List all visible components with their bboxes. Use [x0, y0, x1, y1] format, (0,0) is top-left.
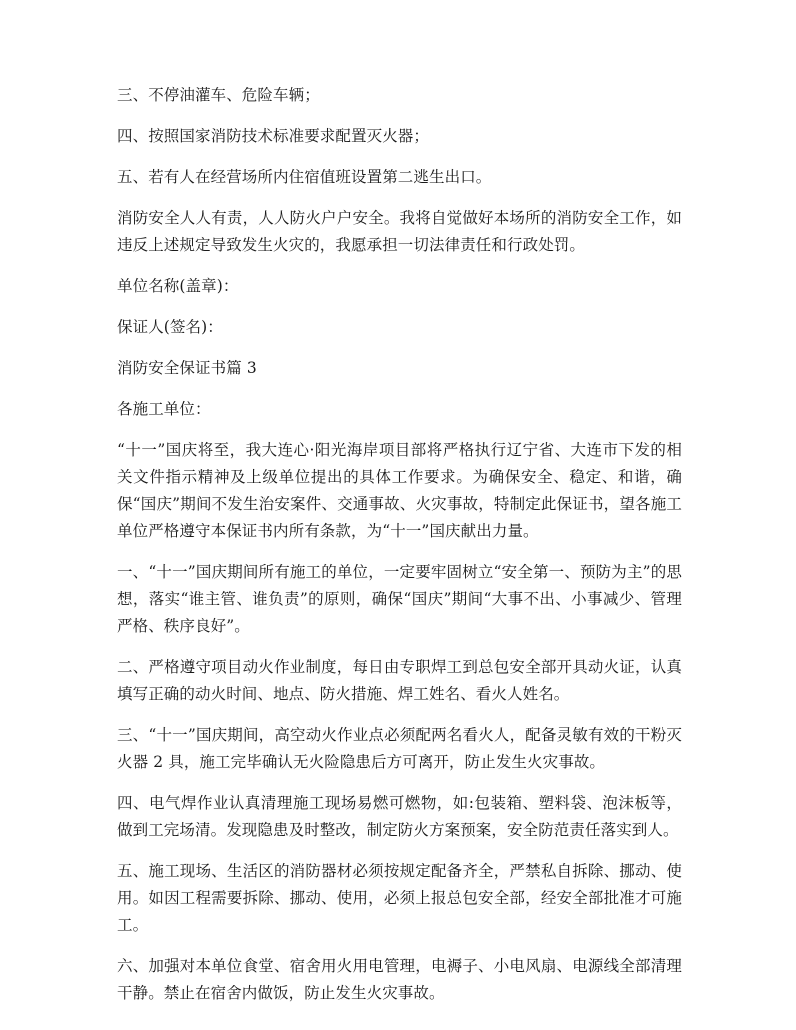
paragraph-clause-6: 六、加强对本单位食堂、宿舍用火用电管理，电褥子、小电风扇、电源线全部清理干静。禁止在宿舍内做饭，防止发生火灾事故。: [117, 957, 682, 1002]
section-heading: 消防安全保证书篇 3: [117, 359, 257, 377]
paragraph-clause-2: 二、严格遵守项目动火作业制度，每日由专职焊工到总包安全部开具动火证，认真填写正确的动火时间、地点、防火措施、焊工姓名、看火人姓名。: [117, 658, 682, 703]
document-page: [117, 82, 682, 1021]
paragraph-clause-3: 三、“十一”国庆期间，高空动火作业点必须配两名看火人，配备灵敏有效的干粉灭火器 2 具，施工完毕确认无火险隐患后方可离开，防止发生火灾事故。: [117, 726, 682, 771]
unit-name-seal-line: 单位名称(盖章)：: [117, 277, 239, 295]
paragraph-introduction: “十一”国庆将至，我大连心·阳光海岸项目部将严格执行辽宁省、大连市下发的相关文件指示精神及上级单位提出的具体工作要求。为确保安全、稳定、和谐，确保“国庆”期间不发生治安案件、交通事故、火灾事故，特制定此保证书，望各施工单位严格遵守本保证书内所有条款，为“十一”国庆献出力量。: [117, 441, 682, 540]
salutation: 各施工单位：: [117, 400, 211, 418]
paragraph-clause-5: 五、施工现场、生活区的消防器材必须按规定配备齐全，严禁私自拆除、挪动、使用。如因工程需要拆除、挪动、使用，必须上报总包安全部，经安全部批准才可施工。: [117, 862, 682, 934]
paragraph-clause-1: 一、“十一”国庆期间所有施工的单位，一定要牢固树立“安全第一、预防为主”的思想，落实“谁主管、谁负责”的原则，确保“国庆”期间“大事不出、小事减少、管理严格、秩序良好”。: [117, 563, 682, 635]
paragraph-item-5-second-exit: 五、若有人在经营场所内住宿值班设置第二逃生出口。: [117, 168, 492, 186]
paragraph-commitment: 消防安全人人有责，人人防火户户安全。我将自觉做好本场所的消防安全工作，如违反上述规定导致发生火灾的，我愿承担一切法律责任和行政处罚。: [117, 209, 682, 254]
paragraph-clause-4: 四、电气焊作业认真清理施工现场易燃可燃物，如:包装箱、塑料袋、泡沫板等，做到工完场清。发现隐患及时整改，制定防火方案预案，安全防范责任落实到人。: [117, 794, 682, 839]
paragraph-item-3-no-tankers: 三、不停油灌车、危险车辆；: [117, 86, 320, 104]
paragraph-item-4-extinguishers: 四、按照国家消防技术标准要求配置灭火器；: [117, 127, 430, 145]
guarantor-signature-line: 保证人(签名)：: [117, 318, 223, 336]
